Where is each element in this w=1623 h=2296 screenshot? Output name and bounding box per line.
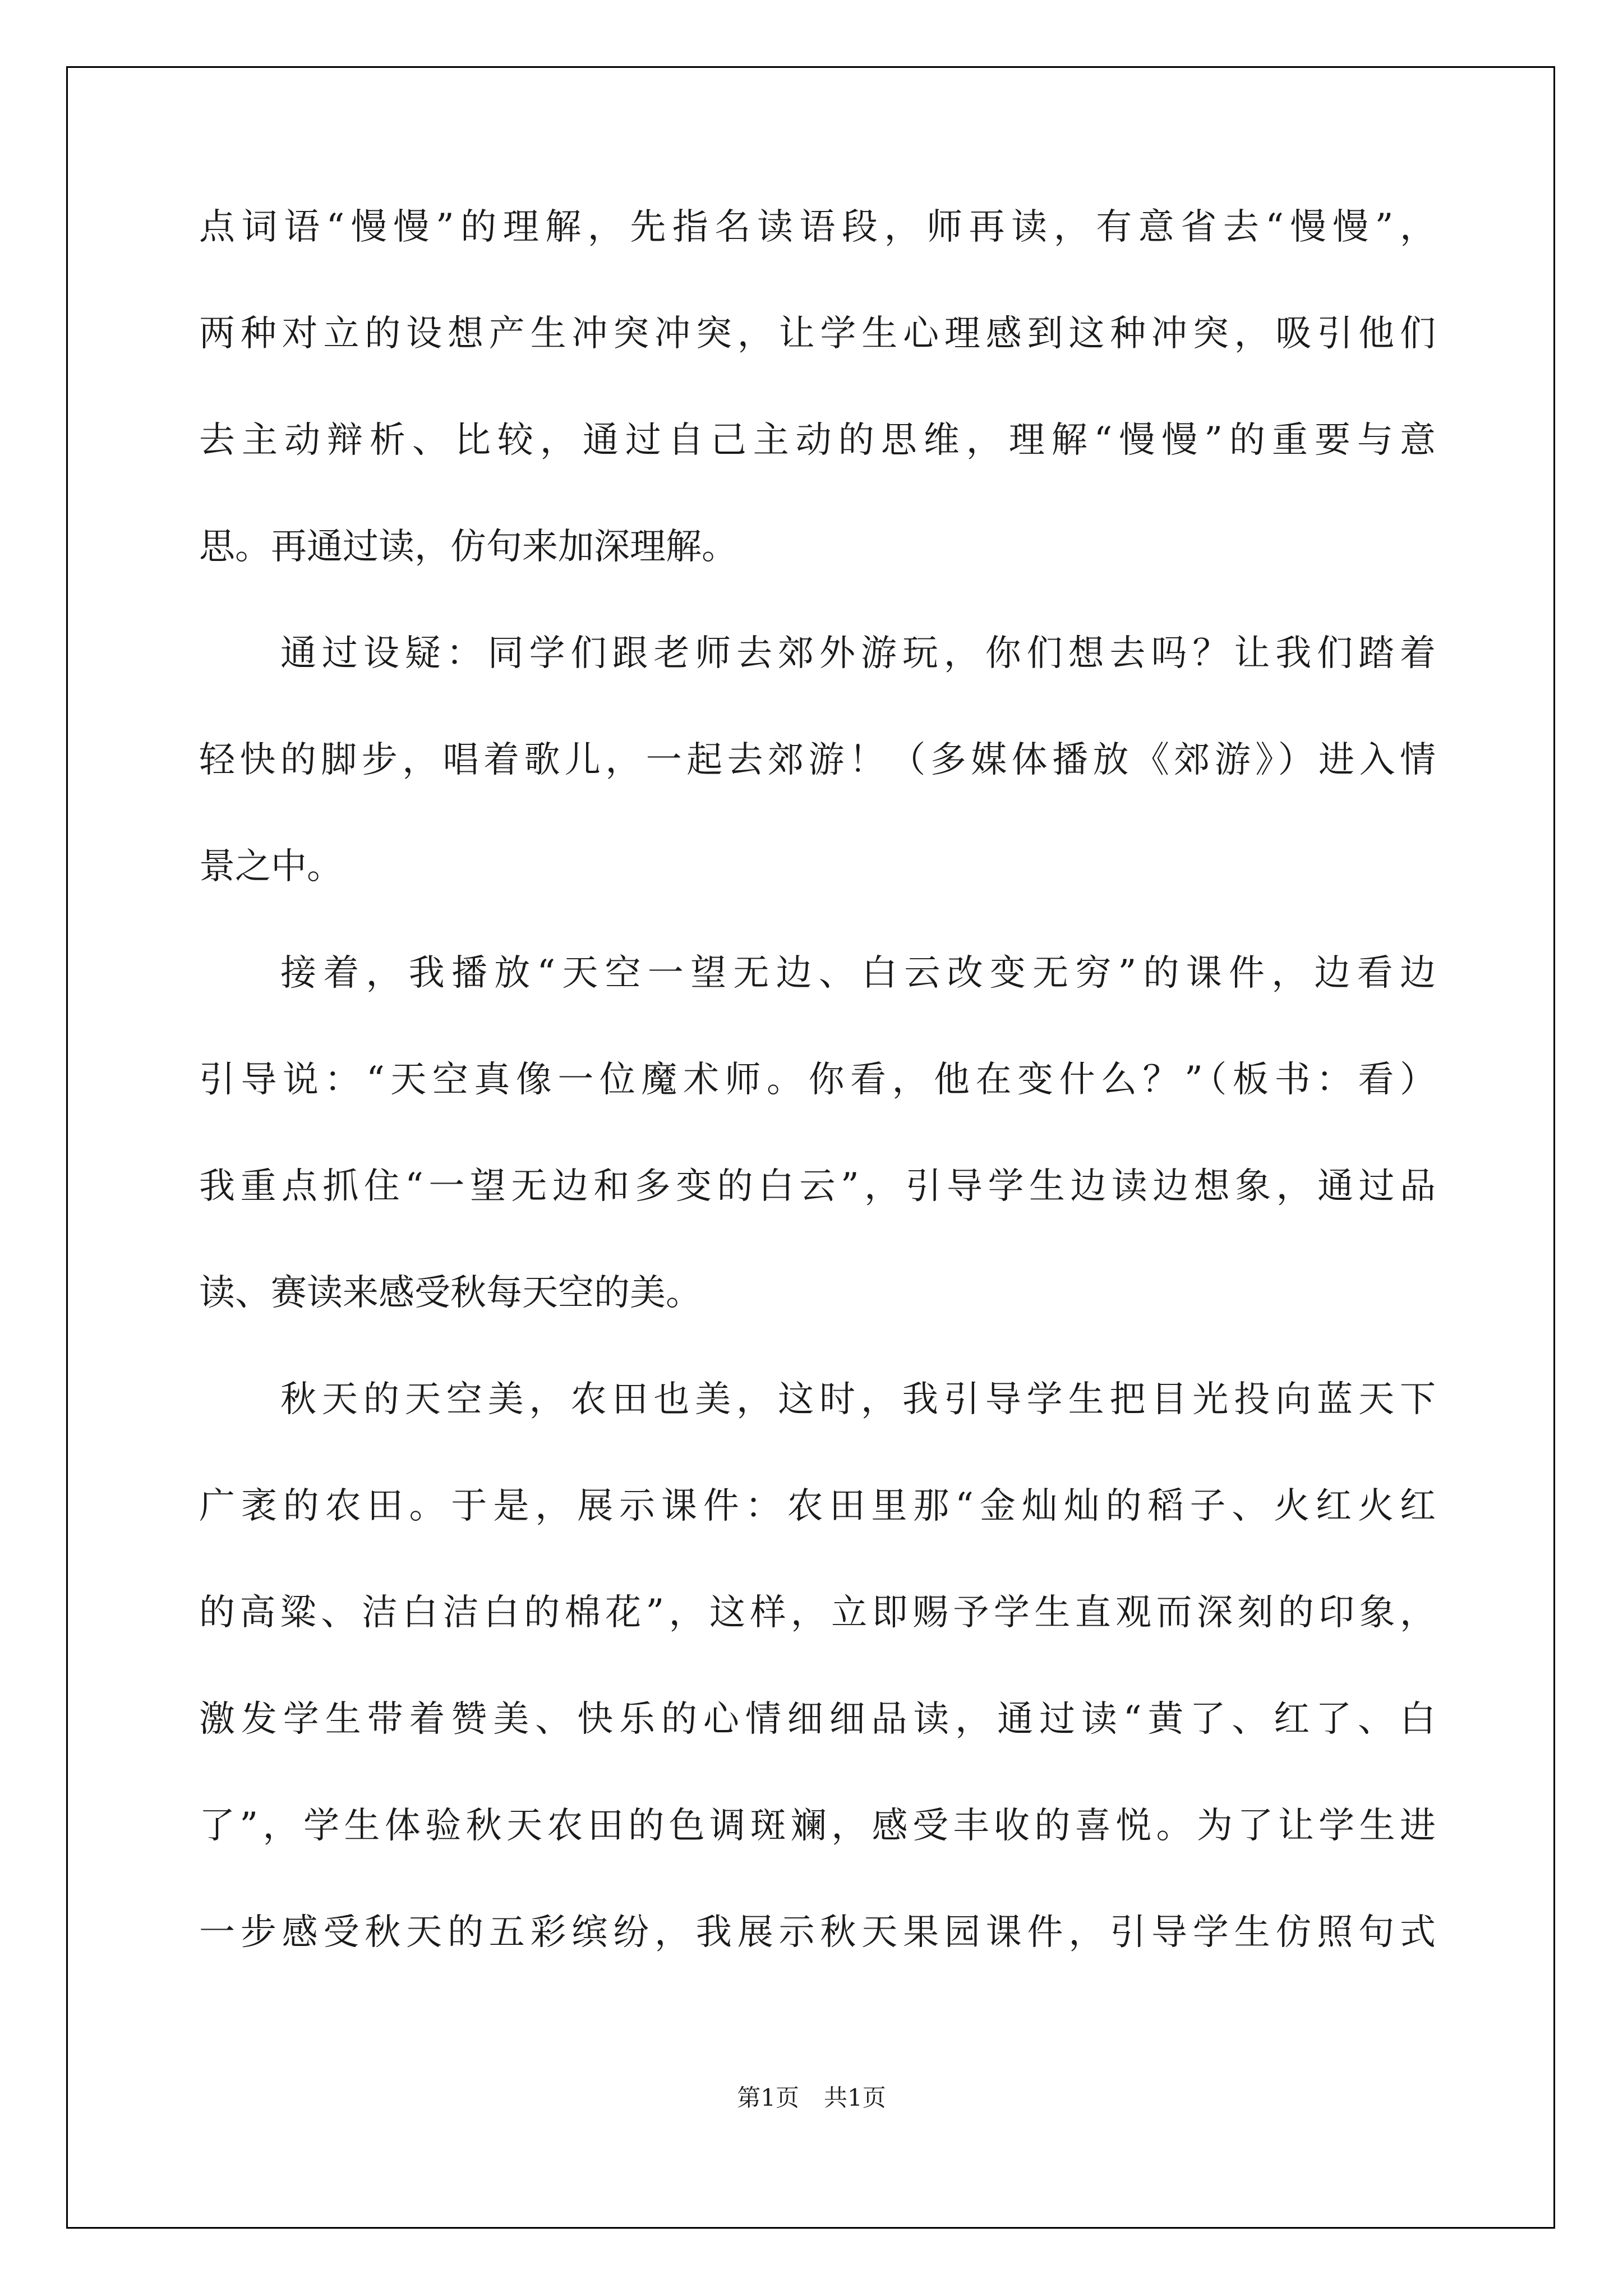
text-line: 广袤的农田。于是，展示课件：农田里那“金灿灿的稻子、火红火红 [199, 1485, 1436, 1527]
text-line: 两种对立的设想产生冲突冲突，让学生心理感到这种冲突，吸引他们 [199, 313, 1436, 355]
text-line: 一步感受秋天的五彩缤纷，我展示秋天果园课件，引导学生仿照句式 [199, 1912, 1436, 1953]
text-line: 景之中。 [199, 846, 343, 887]
text-line: 去主动辩析、比较，通过自己主动的思维，理解“慢慢”的重要与意 [199, 420, 1436, 461]
text-line: 读、赛读来感受秋每天空的美。 [199, 1272, 702, 1314]
text-line: 思。再通过读，仿句来加深理解。 [199, 526, 737, 568]
page-total: 共1页 [824, 2084, 886, 2111]
text-line: 的高粱、洁白洁白的棉花”，这样，立即赐予学生直观而深刻的印象， [199, 1592, 1436, 1634]
text-line: 通过设疑：同学们跟老师去郊外游玩，你们想去吗？让我们踏着 [280, 633, 1436, 674]
text-line: 激发学生带着赞美、快乐的心情细细品读，通过读“黄了、红了、白 [199, 1699, 1436, 1740]
text-line: 引导说：“天空真像一位魔术师。你看，他在变什么？”（板书：看） [199, 1059, 1436, 1101]
text-line: 我重点抓住“一望无边和多变的白云”，引导学生边读边想象，通过品 [199, 1166, 1436, 1207]
document-body [199, 174, 1436, 1986]
page-number: 第1页 [737, 2084, 799, 2111]
page-footer [0, 2081, 1623, 2115]
text-line: 秋天的天空美，农田也美，这时，我引导学生把目光投向蓝天下 [280, 1379, 1436, 1420]
text-line: 轻快的脚步，唱着歌儿，一起去郊游！（多媒体播放《郊游》）进入情 [199, 739, 1436, 781]
text-line: 点词语“慢慢”的理解，先指名读语段，师再读，有意省去“慢慢”， [199, 206, 1436, 248]
text-line: 了”，学生体验秋天农田的色调斑斓，感受丰收的喜悦。为了让学生进 [199, 1805, 1436, 1847]
text-line: 接着，我播放“天空一望无边、白云改变无穷”的课件，边看边 [280, 953, 1436, 994]
